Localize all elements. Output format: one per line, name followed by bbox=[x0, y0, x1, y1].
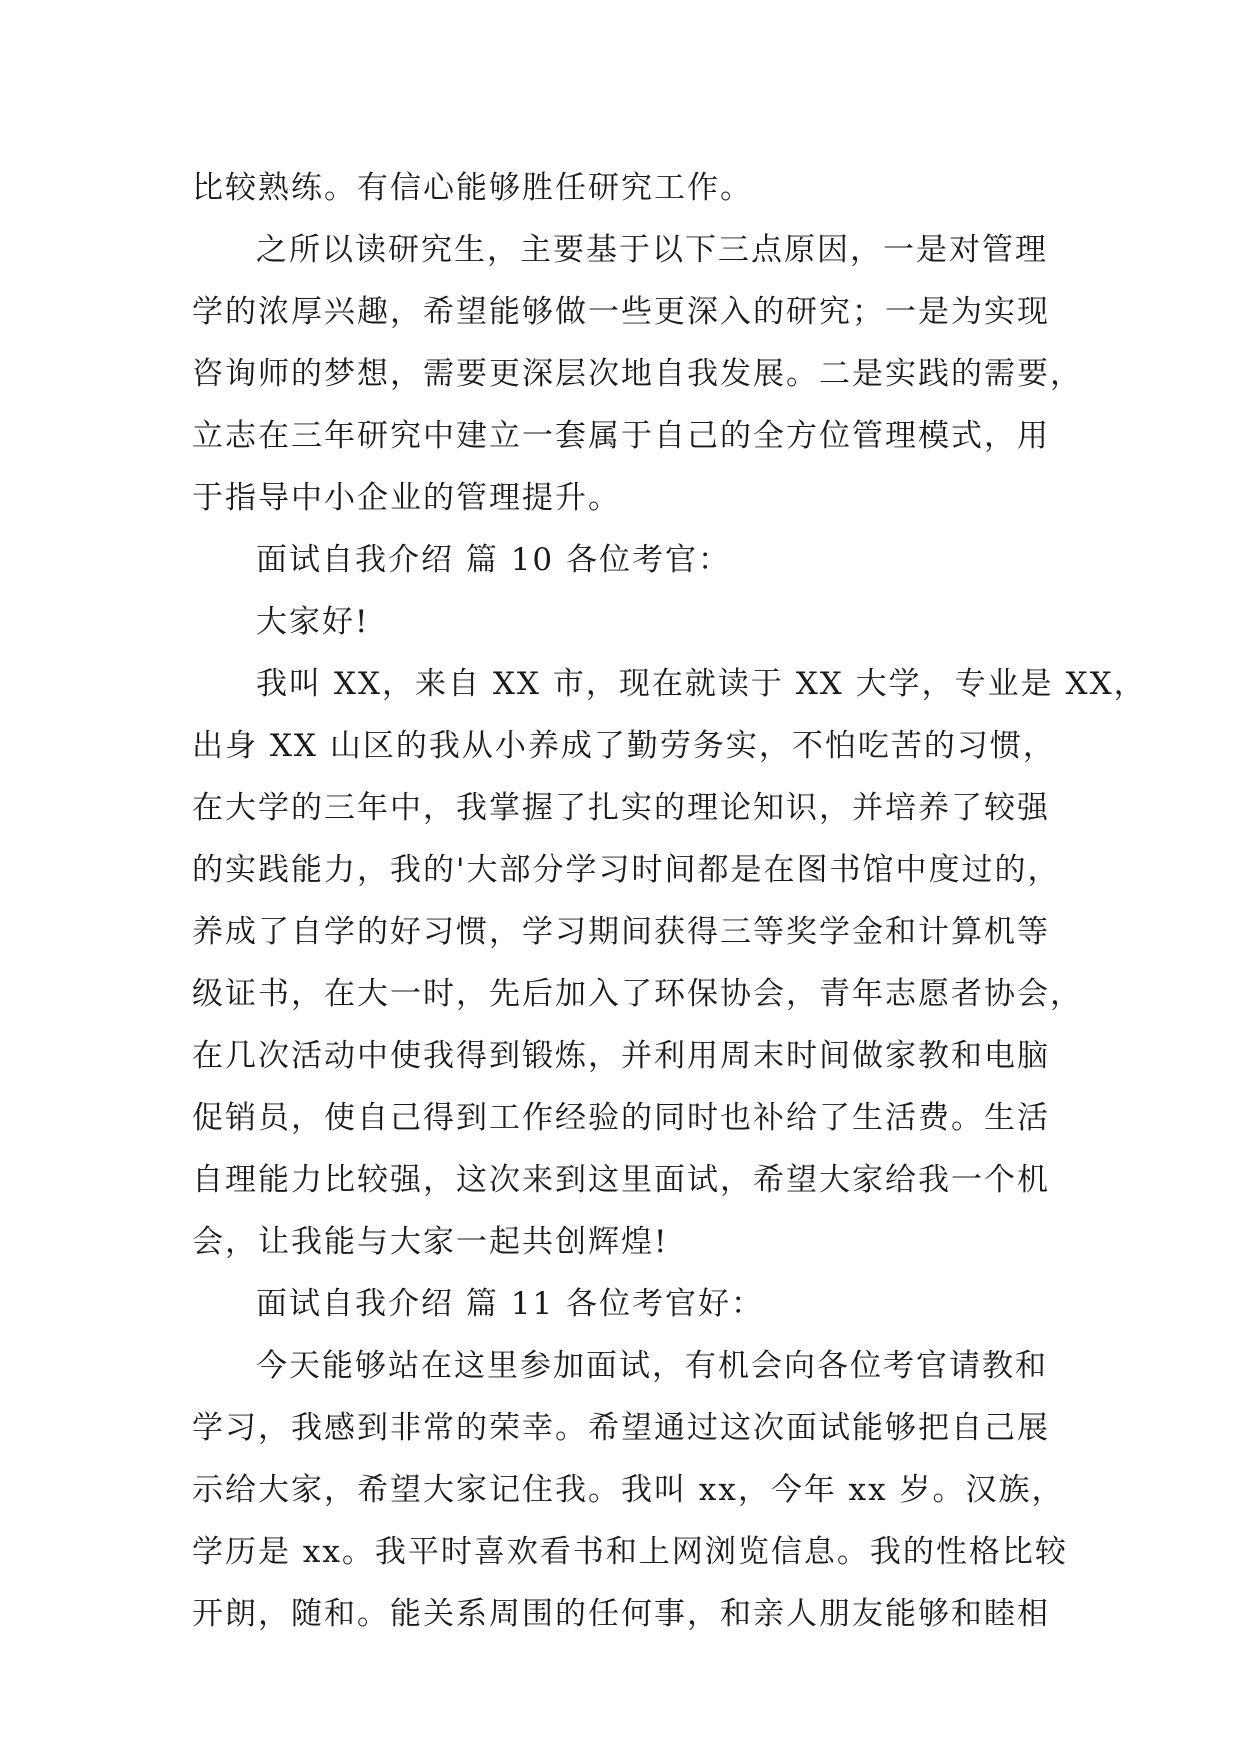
text-line: 咨询师的梦想，需要更深层次地自我发展。二是实践的需要， bbox=[192, 356, 1083, 392]
text-line: 会，让我能与大家一起共创辉煌! bbox=[192, 1224, 669, 1260]
text-line: 级证书，在大一时，先后加入了环保协会，青年志愿者协会， bbox=[192, 976, 1083, 1012]
text-line: 的实践能力，我的'大部分学习时间都是在图书馆中度过的， bbox=[192, 852, 1061, 888]
text-line: 大家好! bbox=[256, 604, 370, 640]
text-line: 学习，我感到非常的荣幸。希望通过这次面试能够把自己展 bbox=[192, 1410, 1050, 1446]
text-line: 出身 XX 山区的我从小养成了勤劳务实，不怕吃苦的习惯， bbox=[192, 728, 1056, 764]
text-line: 我叫 XX，来自 XX 市，现在就读于 XX 大学，专业是 XX， bbox=[256, 666, 1147, 702]
text-line: 之所以读研究生，主要基于以下三点原因，一是对管理 bbox=[256, 232, 1048, 268]
text-line: 学的浓厚兴趣，希望能够做一些更深入的研究；一是为实现 bbox=[192, 294, 1050, 330]
text-line: 自理能力比较强，这次来到这里面试，希望大家给我一个机 bbox=[192, 1162, 1050, 1198]
text-line: 于指导中小企业的管理提升。 bbox=[192, 480, 621, 516]
text-line: 在几次活动中使我得到锻炼，并利用周末时间做家教和电脑 bbox=[192, 1038, 1050, 1074]
text-line: 今天能够站在这里参加面试，有机会向各位考官请教和 bbox=[256, 1348, 1048, 1384]
text-line: 学历是 xx。我平时喜欢看书和上网浏览信息。我的性格比较 bbox=[192, 1534, 1068, 1570]
text-line: 开朗，随和。能关系周围的任何事，和亲人朋友能够和睦相 bbox=[192, 1596, 1050, 1632]
text-line: 在大学的三年中，我掌握了扎实的理论知识，并培养了较强 bbox=[192, 790, 1050, 826]
text-line: 面试自我介绍 篇 10 各位考官： bbox=[256, 542, 732, 578]
text-line: 示给大家，希望大家记住我。我叫 xx，今年 xx 岁。汉族， bbox=[192, 1472, 1065, 1508]
text-line: 比较熟练。有信心能够胜任研究工作。 bbox=[192, 170, 753, 206]
text-line: 养成了自学的好习惯，学习期间获得三等奖学金和计算机等 bbox=[192, 914, 1050, 950]
text-line: 面试自我介绍 篇 11 各位考官好： bbox=[256, 1286, 765, 1322]
body-text bbox=[192, 157, 1147, 1645]
text-line: 立志在三年研究中建立一套属于自己的全方位管理模式，用 bbox=[192, 418, 1050, 454]
text-line: 促销员，使自己得到工作经验的同时也补给了生活费。生活 bbox=[192, 1100, 1050, 1136]
